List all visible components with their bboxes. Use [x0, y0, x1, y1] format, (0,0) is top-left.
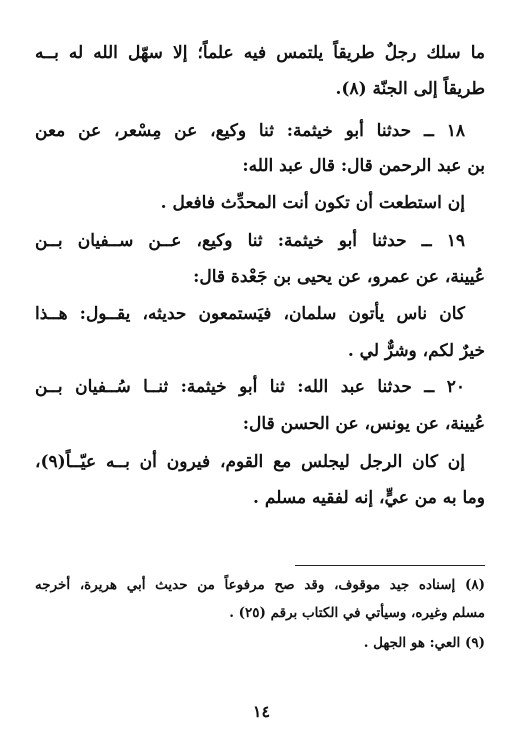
- hadith-18-header: ١٨ ــ حدثنا أبو خيثمة: ثنا وكيع، عن مِسْعر، عن معن: [35, 121, 465, 141]
- footnote-divider: [295, 565, 485, 566]
- footnote-8-continued: مسلم وغيره، وسيأتي في الكتاب برقم (٢٥) .: [229, 605, 485, 621]
- hadith-18-text: إن استطعت أن تكون أنت المحدِّث فافعل .: [160, 193, 465, 213]
- hadith-19-text: كان ناس يأتون سلمان، فيَستمعون حديثه، يقــول: هــذا: [35, 304, 465, 324]
- body-line-7: عُيينة، عن عمرو، عن يحيى بن جَعْدة قال:: [193, 267, 485, 287]
- hadith-20-header: ٢٠ ــ حدثنا عبد الله: ثنا أبو خيثمة: ثنــا سُــفيان بــن: [35, 377, 465, 397]
- body-line-4: بن عبد الرحمن قال: قال عبد الله:: [242, 156, 485, 176]
- body-line-13: وما به من عيٍّ، إنه لفقيه مسلم .: [253, 488, 485, 508]
- body-line-2: طريقاً إلى الجنّة (٨).: [335, 79, 485, 99]
- footnote-8: (٨) إسناده جيد موقوف، وقد صح مرفوعاً من حديث أبي هريرة، أخرجه: [35, 577, 485, 593]
- footnote-9: (٩) العي: هو الجهل .: [363, 635, 485, 651]
- body-line-11: عُيينة، عن يونس، عن الحسن قال:: [242, 414, 485, 434]
- hadith-20-text: إن كان الرجل ليجلس مع القوم، فيرون أن بــه عيّــاً(٩)،: [35, 452, 465, 472]
- body-line-9: خيرٌ لكم، وشرٌّ لي .: [347, 341, 485, 361]
- page-number: ١٤: [252, 702, 271, 721]
- body-line-1: ما سلك رجلٌ طريقاً يلتمس فيه علماً؛ إلا سهّل الله له بــه: [35, 43, 485, 63]
- hadith-19-header: ١٩ ــ حدثنا أبو خيثمة: ثنا وكيع، عــن ســفيان بــن: [35, 231, 465, 251]
